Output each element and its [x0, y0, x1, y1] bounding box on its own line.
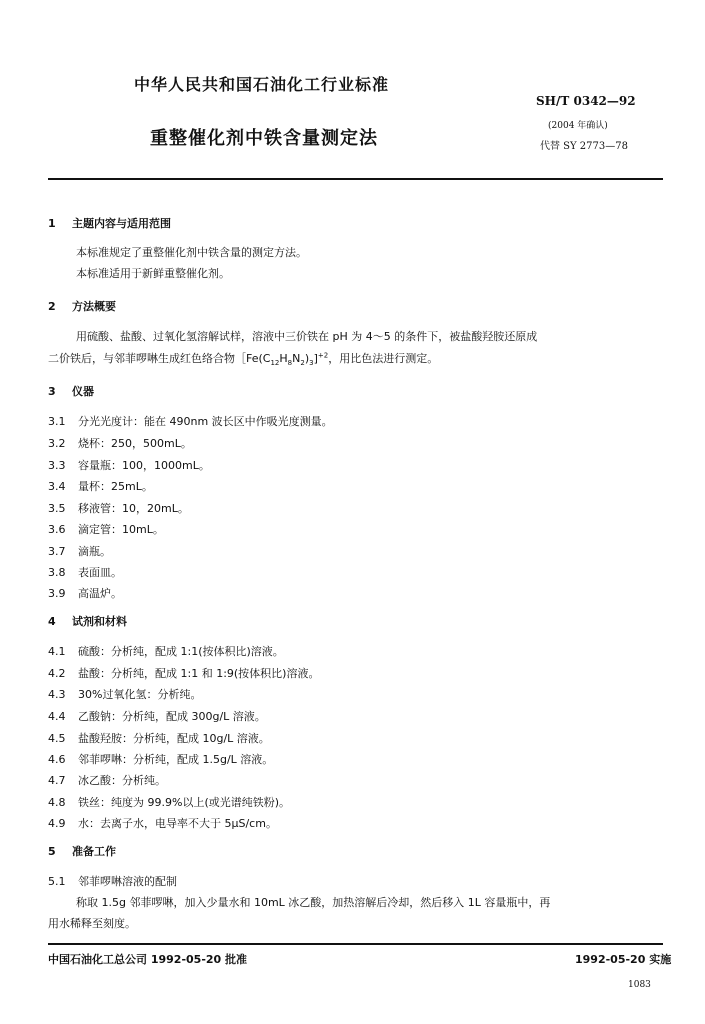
item-number: 3.5	[48, 502, 66, 515]
formula-subscript: 2	[300, 359, 305, 368]
confirmation-note: (2004 年确认)	[548, 121, 608, 131]
list-item	[48, 457, 210, 473]
formula-part: ]	[313, 352, 318, 365]
item-number: 5.1	[48, 875, 66, 888]
item-number: 4.5	[48, 732, 66, 745]
item-text: 分光光度计：能在 490nm 波长区中作吸光度测量。	[78, 415, 333, 428]
item-number: 3.4	[48, 480, 66, 493]
replaces-note: 代替 SY 2773—78	[540, 141, 628, 152]
section-title: 主题内容与适用范围	[72, 217, 171, 230]
formula-subscript: 8	[287, 359, 293, 368]
formula-subscript: 12	[270, 359, 280, 368]
list-item	[48, 730, 270, 746]
item-text: 邻菲啰啉溶液的配制	[78, 875, 177, 888]
item-text: 容量瓶：100，1000mL。	[78, 459, 210, 472]
formula-part: H	[279, 352, 288, 365]
formula-part: )	[304, 352, 310, 365]
section-1-heading	[48, 215, 171, 231]
item-number: 3.1	[48, 415, 66, 428]
formula-prefix: 二价铁后，与邻菲啰啉生成红色络合物［Fe(C	[48, 352, 271, 365]
item-number: 4.3	[48, 688, 66, 701]
item-number: 4.6	[48, 753, 66, 766]
list-item	[48, 794, 290, 810]
item-text: 高温炉。	[78, 587, 122, 600]
section-number: 5	[48, 845, 56, 858]
item-number: 3.2	[48, 437, 66, 450]
item-text: 水：去离子水，电导率不大于 5μS/cm。	[78, 817, 277, 830]
item-number: 4.2	[48, 667, 66, 680]
item-text: 滴瓶。	[78, 545, 111, 558]
list-item	[48, 413, 333, 429]
item-number: 4.8	[48, 796, 66, 809]
document-title: 重整催化剂中铁含量测定法	[150, 128, 378, 149]
item-text: 铁丝：纯度为 99.9%以上(或光谱纯铁粉)。	[78, 796, 291, 809]
section-number: 3	[48, 385, 56, 398]
section-title: 方法概要	[72, 300, 116, 313]
section-title: 仪器	[72, 385, 94, 398]
list-item	[48, 500, 189, 516]
list-item	[48, 708, 266, 724]
item-number: 3.8	[48, 566, 66, 579]
item-text: 乙酸钠：分析纯，配成 300g/L 溶液。	[78, 710, 266, 723]
item-text: 盐酸：分析纯，配成 1:1 和 1:9(按体积比)溶液。	[78, 667, 320, 680]
item-text: 硫酸：分析纯，配成 1:1(按体积比)溶液。	[78, 645, 284, 658]
list-item	[48, 686, 201, 702]
section-title: 准备工作	[72, 845, 116, 858]
item-number: 4.9	[48, 817, 66, 830]
list-item	[48, 478, 153, 494]
item-text: 30%过氧化氢：分析纯。	[78, 688, 202, 701]
list-item	[48, 772, 166, 788]
item-number: 4.1	[48, 645, 66, 658]
implementation-date: 1992-05-20 实施	[575, 953, 672, 966]
list-item	[48, 815, 277, 831]
list-item	[48, 751, 273, 767]
approval-note: 中国石油化工总公司 1992-05-20 批准	[48, 953, 248, 966]
list-item	[48, 665, 319, 681]
formula-suffix: ，用比色法进行测定。	[328, 352, 439, 365]
list-item	[48, 643, 284, 659]
section-2-heading	[48, 298, 116, 314]
section-2-line-2	[48, 350, 438, 367]
item-text: 邻菲啰啉：分析纯，配成 1.5g/L 溶液。	[78, 753, 274, 766]
section-number: 4	[48, 615, 56, 628]
header-divider	[48, 178, 663, 180]
item-text: 移液管：10，20mL。	[78, 502, 189, 515]
section-title: 试剂和材料	[72, 615, 127, 628]
item-text: 烧杯：250，500mL。	[78, 437, 192, 450]
list-item	[48, 435, 192, 451]
section-1-paragraph-2: 本标准适用于新鲜重整催化剂。	[76, 267, 230, 280]
section-5-heading	[48, 843, 116, 859]
item-text: 盐酸羟胺：分析纯，配成 10g/L 溶液。	[78, 732, 270, 745]
formula-part: N	[292, 352, 301, 365]
item-number: 3.9	[48, 587, 66, 600]
section-number: 1	[48, 217, 56, 230]
formula-subscript: 3	[309, 359, 314, 368]
item-text: 冰乙酸：分析纯。	[78, 774, 166, 787]
section-number: 2	[48, 300, 56, 313]
item-number: 4.7	[48, 774, 66, 787]
item-number: 4.4	[48, 710, 66, 723]
item-text: 量杯：25mL。	[78, 480, 153, 493]
section-1-paragraph-1: 本标准规定了重整催化剂中铁含量的测定方法。	[76, 246, 307, 259]
item-text: 表面皿。	[78, 566, 122, 579]
list-item	[48, 543, 111, 559]
section-5-line-2: 用水稀释至刻度。	[48, 917, 136, 930]
section-3-heading	[48, 383, 94, 399]
subsection-5-1-heading	[48, 873, 177, 889]
item-text: 滴定管：10mL。	[78, 523, 164, 536]
section-2-line-1: 用硫酸、盐酸、过氧化氢溶解试样，溶液中三价铁在 pH 为 4～5 的条件下，被盐酸羟胺还原成	[76, 330, 538, 343]
list-item	[48, 521, 164, 537]
section-5-line-1: 称取 1.5g 邻菲啰啉，加入少量水和 10mL 冰乙酸，加热溶解后冷却，然后移入 1L 容量瓶中，再	[76, 896, 551, 909]
list-item	[48, 585, 122, 601]
item-number: 3.6	[48, 523, 66, 536]
item-number: 3.7	[48, 545, 66, 558]
list-item	[48, 564, 122, 580]
section-4-heading	[48, 613, 127, 629]
page-number: 1083	[628, 980, 651, 990]
item-number: 3.3	[48, 459, 66, 472]
footer-divider	[48, 943, 663, 945]
formula-superscript: +2	[317, 351, 329, 360]
standard-code: SH/T 0342—92	[536, 94, 636, 108]
standard-category-title: 中华人民共和国石油化工行业标准	[134, 75, 390, 94]
